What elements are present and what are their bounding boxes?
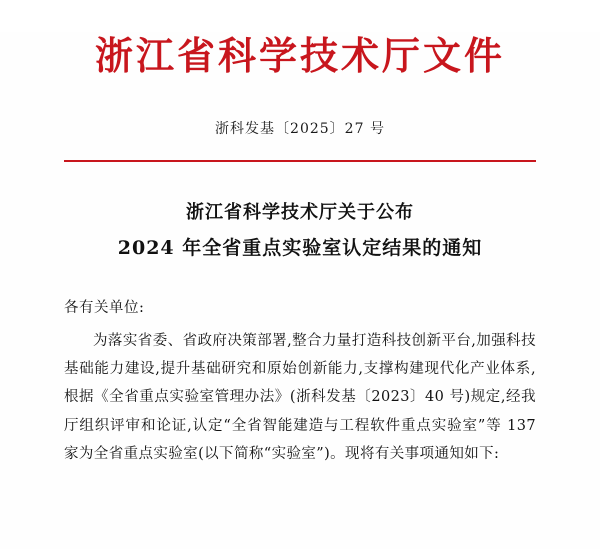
- document-title: [64, 196, 536, 266]
- document-title-line-2: 2024 年全省重点实验室认定结果的通知: [117, 236, 483, 259]
- document-paragraph-1: 为落实省委、省政府决策部署,整合力量打造科技创新平台,加强科技基础能力建设,提升基础研究和原始创新能力,支撑构建现代化产业体系,根据《全省重点实验室管理办法》(浙科发基〔2023〕40 号)规定,经我厅组织评审和论证,认定“全省智能建造与工程软件重点实验室”等 137 家为全省重点实验室(以下简称“实验室”)。现将有关事项通知如下:: [64, 332, 536, 462]
- document-masthead: 浙江省科学技术厅文件: [94, 33, 505, 78]
- document-page: [0, 32, 600, 549]
- document-number: 浙科发基〔2025〕27 号: [215, 120, 385, 137]
- red-divider-rule: [64, 160, 536, 162]
- document-salutation: 各有关单位:: [64, 299, 145, 316]
- document-title-line-1: 浙江省科学技术厅关于公布: [186, 201, 414, 223]
